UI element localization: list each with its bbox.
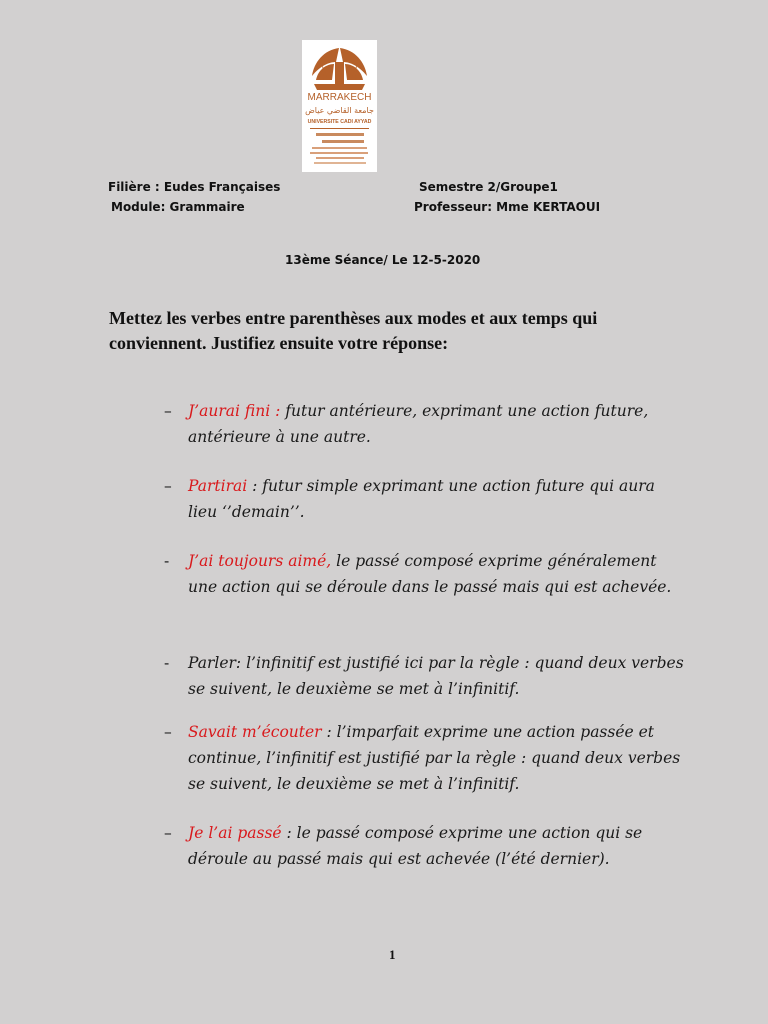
list-dash: – xyxy=(164,723,172,741)
answer-explanation: : le passé composé exprime une action qui se déroule au passé mais qui est achevée (l’été dernier). xyxy=(188,824,643,868)
answer-item xyxy=(164,398,684,450)
list-dash: – xyxy=(164,477,172,495)
exercise-instruction: Mettez les verbes entre parenthèses aux modes et aux temps qui conviennent. Justifiez ensuite votre réponse: xyxy=(109,308,598,353)
list-dash: – xyxy=(164,824,172,842)
logo-arabic-text: جامعة القاضي عياض xyxy=(305,106,374,115)
answer-explanation: : futur simple exprimant une action future qui aura lieu ‘’demain’’. xyxy=(188,477,655,521)
list-dash: - xyxy=(164,552,170,570)
filiere-label: Filière : Eudes Françaises xyxy=(108,180,281,194)
list-dash: – xyxy=(164,402,172,420)
seance-label: 13ème Séance/ Le 12-5-2020 xyxy=(285,253,481,267)
answer-item xyxy=(164,719,684,797)
list-dash: - xyxy=(164,654,170,672)
answer-verb: J’ai toujours aimé, xyxy=(188,552,332,570)
module-label: Module: Grammaire xyxy=(111,200,245,214)
answer-explanation: futur antérieure, exprimant une action future, antérieure à une autre. xyxy=(188,402,649,446)
palm-emblem-icon xyxy=(302,40,377,172)
professeur-label: Professeur: Mme KERTAOUI xyxy=(414,200,601,214)
answer-explanation: Parler: l’infinitif est justifié ici par la règle : quand deux verbes se suivent, le deuxième se met à l’infinitif. xyxy=(188,654,684,698)
answer-item xyxy=(164,650,684,702)
page-number: 1 xyxy=(389,947,396,962)
answer-verb: Savait m’écouter xyxy=(188,723,322,741)
answer-explanation: le passé composé exprime généralement une action qui se déroule dans le passé mais qui est achevée. xyxy=(188,552,672,596)
answer-verb: J’aurai fini : xyxy=(188,402,281,420)
university-logo xyxy=(302,40,377,172)
answer-item xyxy=(164,473,684,525)
semestre-label: Semestre 2/Groupe1 xyxy=(419,180,558,194)
answer-item xyxy=(164,548,684,600)
answer-verb: Je l’ai passé xyxy=(188,824,282,842)
answer-explanation: : l’imparfait exprime une action passée et continue, l’infinitif est justifié par la règle : quand deux verbes se suivent, le deuxième se met à l’infinitif. xyxy=(188,723,681,793)
logo-city-text: MARRAKECH xyxy=(307,92,372,103)
logo-university-text: UNIVERSITE CADI AYYAD xyxy=(307,119,372,125)
answer-verb: Partirai xyxy=(188,477,248,495)
answer-item xyxy=(164,820,684,872)
